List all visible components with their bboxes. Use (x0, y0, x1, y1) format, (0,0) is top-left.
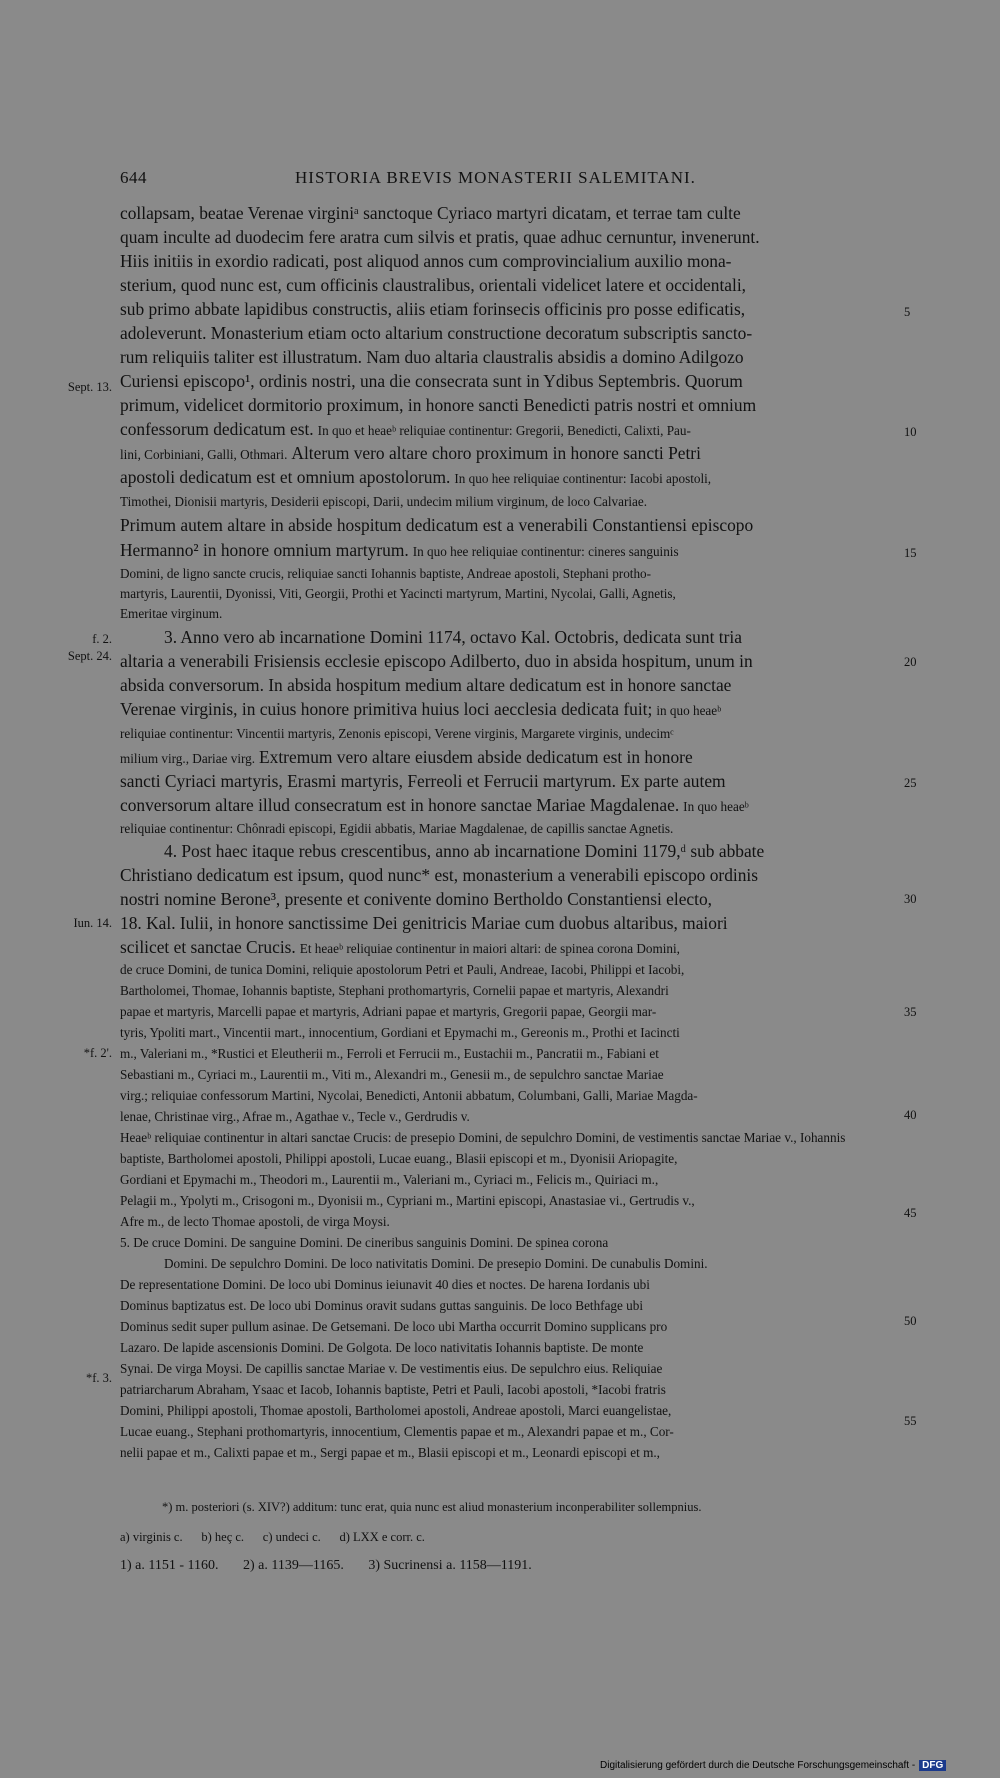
relic-list: Gordiani et Epymachi m., Theodori m., Laurentii m., Valeriani m., Cyriaci m., Felicis m., Quiriaci m., (120, 1172, 659, 1187)
text-line: quam inculte ad duodecim fere aratra cum silvis et pratis, quae adhuc cernuntur, invenerunt. (120, 227, 760, 247)
relic-list: papae et martyris, Marcelli papae et martyris, Adriani papae et martyris, Gregorii papae, Georgii mar- (120, 1004, 657, 1019)
text-span: scilicet et sanctae Crucis. (120, 937, 296, 957)
relic-list: tyris, Ypoliti mart., Vincentii mart., innocentium, Gordiani et Epymachi m., Gereonis m., Prothi et Iacincti (120, 1025, 680, 1040)
relic-list (120, 1130, 900, 1146)
relic-list: Timothei, Dionisii martyris, Desiderii episcopi, Darii, undecim milium virginum, de loco Calvariae. (120, 494, 648, 509)
text-span: sanctae Crucis: de presepio Domini, de sepulchro Domini, de vestimentis sanctae Mariae v., Iohannis (311, 1130, 846, 1145)
relic-list: martyris, Laurentii, Dyonissi, Viti, Georgii, Prothi et Yacincti martyrum, Martini, Nycolai, Galli, Agnetis, (120, 586, 676, 601)
line-number: 40 (904, 1108, 917, 1122)
relic-list: Dominus baptizatus est. De loco ubi Dominus oravit sudans guttas sanguinis. De loco Bethfage ubi (120, 1298, 644, 1313)
text-line: collapsam, beatae Verenae virginiᵃ sanctoque Cyriaco martyri dicatam, et terrae tam culte (120, 203, 741, 223)
text-line (120, 795, 900, 816)
relic-list: Sebastiani m., Cyriaci m., Laurentii m., Viti m., Alexandri m., Genesii m., de sepulchro sanctae Mariae (120, 1067, 664, 1082)
paragraph-5-start: Domini. De sepulchro Domini. De loco nativitatis Domini. De presepio Domini. De cunabulis Domini. (164, 1256, 708, 1271)
text-line: Christiano dedicatum est ipsum, quod nunc* est, monasterium a venerabili episcopo ordinis (120, 865, 759, 885)
relic-list: lenae, Christinae virg., Afrae m., Agathae v., Tecle v., Gerdrudis v. (120, 1109, 470, 1124)
relic-list: In quo hee reliquiae continentur: cineres sanguinis (412, 544, 679, 559)
footnote-numbered (120, 1558, 900, 1574)
margin-date: Sept. 24. (67, 649, 112, 663)
text-line (120, 699, 900, 720)
relic-list: in quo heaeᵇ (656, 703, 722, 718)
relic-list: baptiste, Bartholomei apostoli, Philippi apostoli, Lucae euang., Blasii episcopi et m., Dyonisii Ariopagite, (120, 1151, 678, 1166)
relic-list: Domini, de ligno sancte crucis, reliquiae sancti Iohannis baptiste, Andreae apostoli, Stephani protho- (120, 566, 652, 581)
line-number: 30 (904, 892, 917, 906)
page-number: 644 (120, 168, 147, 187)
text-line: Curiensi episcopo¹, ordinis nostri, una die consecrata sunt in Ydibus Septembris. Quorum (120, 371, 743, 391)
text-line (120, 443, 900, 464)
relic-list: lini, Corbiniani, Galli, Othmari. (120, 447, 288, 462)
text-line (120, 540, 900, 561)
text-span: Verenae virginis, in cuius honore primitiva huius loci aecclesia dedicata fuit; (120, 699, 653, 719)
credit-text: Digitalisierung gefördert durch die Deutsche Forschungsgemeinschaft - (600, 1760, 916, 1771)
text-line: nostri nomine Berone³, presente et conivente domino Bertholdo Constantiensi electo, (120, 889, 713, 909)
text-line (120, 747, 900, 768)
text-span: confessorum dedicatum est. (120, 419, 314, 439)
relic-list: De representatione Domini. De loco ubi Dominus ieiunavit 40 dies et noctes. De harena Iordanis ubi (120, 1277, 650, 1292)
text-line: primum, videlicet dormitorio proximum, in honore sancti Benedicti patris nostri et omnium (120, 395, 757, 415)
relic-list: Lucae euang., Stephani prothomartyris, innocentium, Clementis papae et m., Alexandri papae et m., Cor- (120, 1424, 674, 1439)
relic-list: In quo heaeᵇ (683, 799, 749, 814)
text-line: Hiis initiis in exordio radicati, post aliquod annos cum comprovincialium auxilio mona- (120, 251, 732, 271)
text-line: adoleverunt. Monasterium etiam octo altarium constructione decoratum subscriptis sancto- (120, 323, 753, 343)
text-span: Heaeᵇ reliquiae continentur in altari (120, 1130, 308, 1145)
footnote-variants (120, 1530, 900, 1545)
margin-folio: *f. 3. (85, 1371, 112, 1385)
text-line (120, 467, 900, 488)
text-line: sancti Cyriaci martyris, Erasmi martyris, Ferreoli et Ferrucii martyrum. Ex parte autem (120, 771, 726, 791)
relic-list: de cruce Domini, de tunica Domini, reliquie apostolorum Petri et Pauli, Andreae, Iacobi, Philippi et Iacobi, (120, 962, 685, 977)
line-number: 35 (904, 1005, 917, 1019)
variant-note: a) virginis c. (120, 1530, 183, 1544)
relic-list: Bartholomei, Thomae, Iohannis baptiste, Stephani prothomartyris, Cornelii papae et martyris, Alexandri (120, 983, 669, 998)
relic-list: Afre m., de lecto Thomae apostoli, de virga Moysi. (120, 1214, 390, 1229)
relic-list: Dominus sedit super pullum asinae. De Getsemani. De loco ubi Martha occurrit Domino supplicans pro (120, 1319, 668, 1334)
paragraph-3-start: 3. Anno vero ab incarnatione Domini 1174, octavo Kal. Octobris, dedicata sunt tria (164, 627, 742, 647)
numbered-note: 1) a. 1151 - 1160. (120, 1558, 219, 1573)
relic-list: Emeritae virginum. (120, 606, 223, 621)
relic-list: In quo hee reliquiae continentur: Iacobi apostoli, (454, 471, 712, 486)
text-line: rum reliquiis taliter est illustratum. Nam duo altaria claustralis absidis a domino Adilgozo (120, 347, 744, 367)
relic-list: Et heaeᵇ reliquiae continentur in maiori altari: de spinea corona Domini, (299, 941, 680, 956)
numbered-note: 2) a. 1139—1165. (243, 1558, 344, 1573)
relic-list: Pelagii m., Ypolyti m., Crisogoni m., Dyonisii m., Cypriani m., Martini episcopi, Anastasiae vi., Gertrudis v., (120, 1193, 695, 1208)
relic-list: 5. De cruce Domini. De sanguine Domini. De cineribus sanguinis Domini. De spinea corona (120, 1235, 609, 1250)
relic-list: In quo et heaeᵇ reliquiae continentur: Gregorii, Benedicti, Calixti, Pau- (317, 423, 691, 438)
relic-list: virg.; reliquiae confessorum Martini, Nycolai, Benedicti, Antonii abbatum, Columbani, Galli, Mariae Magda- (120, 1088, 698, 1103)
text-span: Hermanno² in honore omnium martyrum. (120, 540, 409, 560)
text-line: absida conversorum. In absida hospitum medium altare dedicatum est in honore sanctae (120, 675, 732, 695)
text-span: apostoli dedicatum est et omnium apostolorum. (120, 467, 451, 487)
paragraph-4-start: 4. Post haec itaque rebus crescentibus, anno ab incarnatione Domini 1179,ᵈ sub abbate (164, 841, 765, 861)
relic-list: Lazaro. De lapide ascensionis Domini. De Golgota. De loco nativitatis Iohannis baptiste. De monte (120, 1340, 644, 1355)
text-line (120, 419, 900, 440)
relic-list: patriarcharum Abraham, Ysaac et Iacob, Iohannis baptiste, Petri et Pauli, Iacobi apostoli, *Iacobi fratris (120, 1382, 666, 1397)
dfg-logo: DFG (919, 1760, 946, 1771)
line-number: 10 (904, 425, 917, 439)
margin-folio: f. 2. (92, 632, 112, 646)
text-span: Extremum vero altare eiusdem abside dedicatum est in honore (259, 747, 693, 767)
variant-note: d) LXX e corr. c. (339, 1530, 425, 1544)
margin-date: Sept. 13. (67, 380, 112, 394)
line-number: 15 (904, 546, 917, 560)
text-line (120, 937, 900, 958)
numbered-note: 3) Sucrinensi a. 1158—1191. (368, 1558, 532, 1573)
line-number: 25 (904, 776, 917, 790)
relic-list: reliquiae continentur: Chônradi episcopi, Egidii abbatis, Mariae Magdalenae, de capillis sanctae Agnetis. (120, 821, 674, 836)
relic-list: m., Valeriani m., *Rustici et Eleutherii m., Ferroli et Ferrucii m., Eustachii m., Pancratii m., Fabiani et (120, 1046, 659, 1061)
line-number: 5 (904, 305, 911, 319)
text-span: Alterum vero altare choro proximum in honore sancti Petri (291, 443, 701, 463)
text-line: sub primo abbate lapidibus constructis, aliis etiam forinsecis officinis pro posse edificatis, (120, 299, 746, 319)
footnote-star: *) m. posteriori (s. XIV?) additum: tunc erat, quia nunc est aliud monasterium inconperabiliter sollempnius. (162, 1500, 702, 1514)
margin-folio: *f. 2'. (83, 1046, 112, 1060)
line-number: 45 (904, 1206, 917, 1220)
relic-list: milium virg., Dariae virg. (120, 751, 256, 766)
text-line: 18. Kal. Iulii, in honore sanctissime Dei genitricis Mariae cum duobus altaribus, maiori (120, 913, 728, 933)
variant-note: b) heç c. (201, 1530, 245, 1544)
text-span: conversorum altare illud consecratum est in honore sanctae Mariae Magdalenae. (120, 795, 680, 815)
text-line: altaria a venerabili Frisiensis ecclesie episcopo Adilberto, duo in absida hospitum, unum in (120, 651, 753, 671)
variant-note: c) undeci c. (262, 1530, 321, 1544)
running-title: HISTORIA BREVIS MONASTERII SALEMITANI. (295, 168, 696, 187)
margin-date: Iun. 14. (73, 916, 112, 930)
line-number: 20 (904, 655, 917, 669)
relic-list: nelii papae et m., Calixti papae et m., Sergi papae et m., Blasii episcopi et m., Leonardi episcopi et m., (120, 1445, 660, 1460)
relic-list: reliquiae continentur: Vincentii martyris, Zenonis episcopi, Verene virginis, Margarete virginis, undecimᶜ (120, 726, 674, 741)
line-number: 55 (904, 1414, 917, 1428)
digitization-credit (600, 1760, 996, 1771)
text-line: sterium, quod nunc est, cum officinis claustralibus, orientali videlicet latere et occidentali, (120, 275, 747, 295)
relic-list: Synai. De virga Moysi. De capillis sanctae Mariae v. De vestimentis eius. De sepulchro eius. Reliquiae (120, 1361, 663, 1376)
relic-list: Domini, Philippi apostoli, Thomae apostoli, Bartholomei apostoli, Andreae apostoli, Marci euangelistae, (120, 1403, 672, 1418)
text-line: Primum autem altare in abside hospitum dedicatum est a venerabili Constantiensi episcopo (120, 515, 754, 535)
line-number: 50 (904, 1314, 917, 1328)
